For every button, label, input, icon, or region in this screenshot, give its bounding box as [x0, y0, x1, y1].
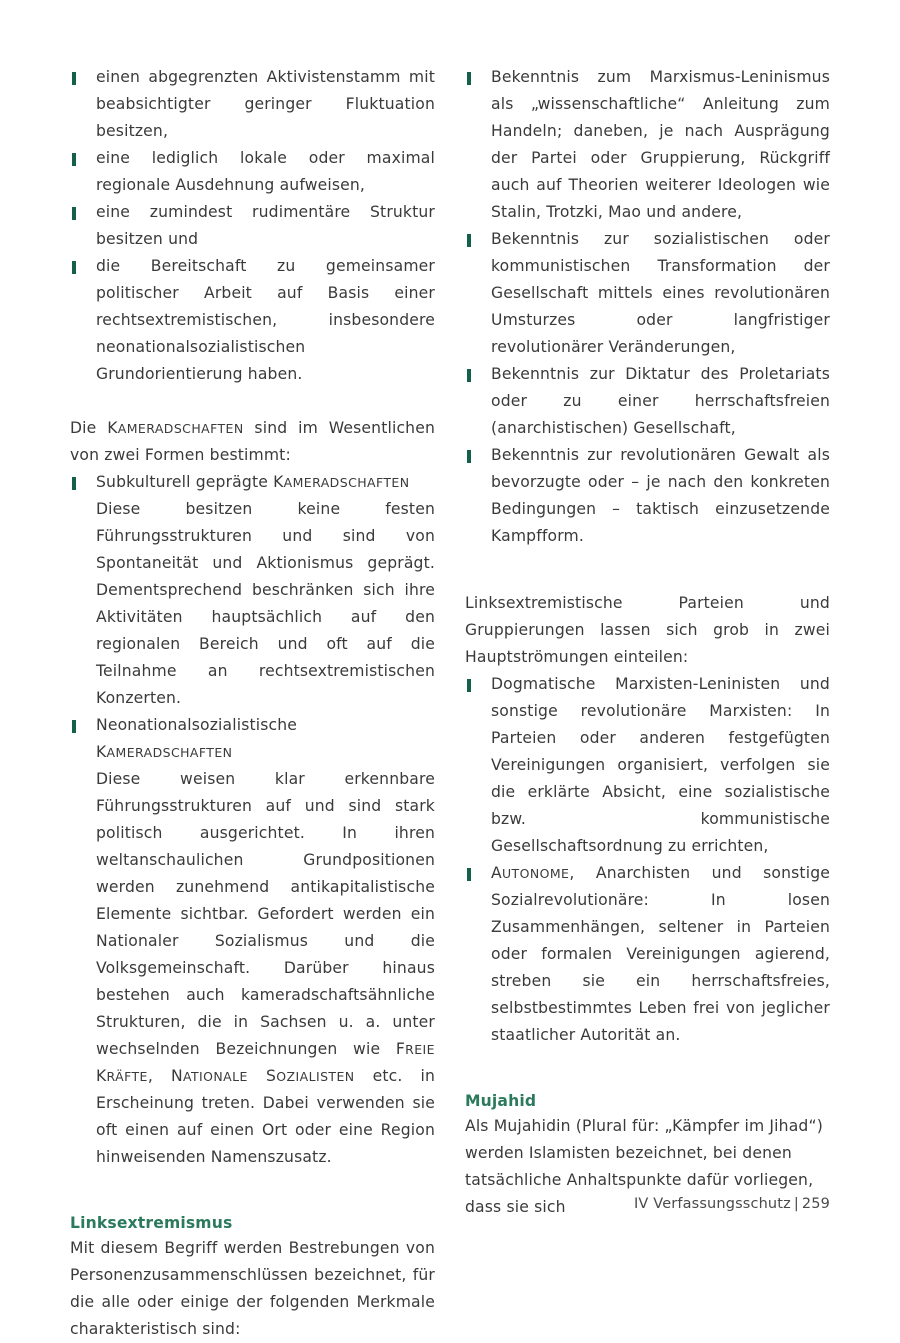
smallcaps-nationale-sozialisten: NATIONALE SOZIALISTEN — [171, 1067, 355, 1085]
heading-linksextremismus: Linksextremismus — [70, 1214, 233, 1232]
list-item — [465, 64, 830, 226]
bullet-bar-icon — [467, 369, 471, 382]
bullet-bar-icon — [72, 72, 76, 85]
list-item — [465, 361, 830, 442]
form-title — [96, 469, 435, 496]
footer-separator: | — [793, 1196, 799, 1212]
smallcaps-kameradschaften: KAMERADSCHAFTEN — [107, 419, 244, 437]
bullet-bar-icon — [72, 720, 76, 733]
stream-text: , Anarchisten und sonstige Sozialrevolutionäre: In losen Zusammenhängen, seltener in Parteien oder formalen Vereinigungen agierend, streben sie ein herrschaftsfreies, selbstbestimmtes Leben frei von jeglicher staatlicher Autorität an. — [491, 864, 830, 1044]
list-item — [70, 469, 435, 712]
text-part-1: Bekenntnis zum Marxismus-Leninismus als — [491, 68, 830, 113]
right-bullet-list-stroemungen — [465, 671, 830, 1049]
list-item — [465, 860, 830, 1049]
list-item-text: Bekenntnis zur Diktatur des Proletariats oder zu einer herrschaftsfreien (anarchistischen) Gesellschaft, — [491, 365, 830, 437]
smallcaps-autonome: AUTONOME — [491, 864, 570, 882]
page-footer — [70, 1196, 830, 1212]
right-column — [465, 64, 830, 1221]
bullet-bar-icon — [72, 261, 76, 274]
mujahid-text-part-2: ) werden Islamisten bezeichnet, bei denen tatsächliche Anhaltspunkte dafür vorliegen, dass sie sich — [465, 1117, 823, 1216]
list-item — [465, 671, 830, 860]
bullet-bar-icon — [72, 207, 76, 220]
left-bullet-list-forms — [70, 469, 435, 1171]
list-item-text: Bekenntnis zur sozialistischen oder kommunistischen Transformation der Gesellschaft mittels eines revolutionären Umsturzes oder langfristiger revolutionärer Veränderungen, — [491, 230, 830, 356]
bullet-bar-icon — [72, 153, 76, 166]
footer-chapter-label: IV Verfassungsschutz — [634, 1196, 791, 1212]
smallcaps-kameradschaften: KAMERADSCHAFTEN — [273, 473, 410, 491]
bullet-bar-icon — [72, 477, 76, 490]
bullet-bar-icon — [467, 450, 471, 463]
text-part-2: Anleitung zum Handeln; daneben, je nach Ausprägung der Partei oder Gruppierung, Rückgriff auch auf Theorien weiterer Ideologen wie Stalin, Trotzki, Mao und andere, — [491, 95, 830, 221]
left-column — [70, 64, 435, 1343]
form-title — [96, 712, 435, 766]
footer-page-number: 259 — [801, 1196, 830, 1212]
list-item — [465, 226, 830, 361]
bullet-bar-icon — [467, 234, 471, 247]
heading-mujahid: Mujahid — [465, 1092, 537, 1110]
kameradschaften-intro-paragraph — [70, 415, 435, 469]
smallcaps-kameradschaften: KAMERADSCHAFTEN — [96, 743, 233, 761]
form-body-part2: etc. in Erscheinung treten. Dabei verwenden sie oft einen auf einen Ort oder eine Region hinweisenden Namenszusatz. — [96, 1067, 435, 1166]
list-item — [70, 712, 435, 1171]
list-item — [70, 199, 435, 253]
list-item-text: einen abgegrenzten Aktivistenstamm mit beabsichtigter geringer Fluktuation besitzen, — [96, 68, 435, 140]
list-item — [70, 253, 435, 388]
list-item — [465, 442, 830, 550]
bullet-bar-icon — [467, 679, 471, 692]
list-item-text: die Bereitschaft zu gemeinsamer politischer Arbeit auf Basis einer rechtsextremistischen, insbesondere neonationalsozialistischen Grundorientierung haben. — [96, 257, 435, 383]
intro-text-before: Die — [70, 419, 108, 437]
list-item-text: eine lediglich lokale oder maximal regionale Ausdehnung aufweisen, — [96, 149, 435, 194]
spacer — [70, 388, 435, 415]
list-item-text: Bekenntnis zur revolutionären Gewalt als bevorzugte oder – je nach den konkreten Bedingungen – taktisch einzusetzende Kampfform. — [491, 446, 830, 545]
form-title-before: Subkulturell geprägte — [96, 473, 274, 491]
form-body: Diese besitzen keine festen Führungsstrukturen und sind von Spontaneität und Aktionismus geprägt. Dementsprechend beschränken sich ihre Aktivitäten hauptsächlich auf den regionalen Bereich und oft auf die Teilnahme an rechtsextremistischen Konzerten. — [96, 500, 435, 707]
intro-text-after: sind im Wesentlichen von zwei Formen bestimmt: — [70, 419, 435, 464]
list-item — [70, 64, 435, 145]
form-title-before: Neonationalsozialistische — [96, 716, 298, 734]
smallcaps-freie-kraefte: FREIE KRÄFTE — [96, 1040, 435, 1085]
bullet-bar-icon — [467, 868, 471, 881]
list-item-text: Dogmatische Marxisten-Leninisten und sonstige revolutionäre Marxisten: In Parteien oder anderen festgefügten Vereinigungen organisiert, verfolgen sie die erklärte Absicht, eine sozialistische bzw. kommunistische Gesellschaftsordnung zu errichten, — [491, 675, 830, 855]
list-item-text — [491, 64, 830, 226]
bullet-bar-icon — [467, 72, 471, 85]
quoted-term: „Kämpfer im Jihad“ — [664, 1117, 817, 1135]
right-bullet-list-merkmale — [465, 64, 830, 550]
list-item-text: eine zumindest rudimentäre Struktur besitzen und — [96, 203, 435, 248]
linksextremismus-paragraph: Mit diesem Begriff werden Bestrebungen von Personenzusammenschlüssen bezeichnet, für die alle oder einige der folgenden Merkmale charakteristisch sind: — [70, 1239, 435, 1338]
quoted-term: „wissenschaftliche“ — [530, 95, 686, 113]
hauptstroemungen-intro-paragraph: Linksextremistische Parteien und Gruppierungen lassen sich grob in zwei Hauptströmungen einteilen: — [465, 594, 830, 666]
mujahid-text-part-1: Als Mujahidin (Plural für: — [465, 1117, 665, 1135]
spacer — [465, 1049, 830, 1089]
left-bullet-list-criteria — [70, 64, 435, 388]
form-body-part1: Diese weisen klar erkennbare Führungsstrukturen auf und sind stark politisch ausgerichtet. In ihren weltanschaulichen Grundpositionen werden zunehmend antikapitalistische Elemente sichtbar. Gefordert werden ein Nationaler Sozialismus und die Volksgemeinschaft. Darüber hinaus bestehen auch kameradschaftsähnliche Strukturen, die in Sachsen u. a. unter wechselnden Bezeichnungen wie — [96, 770, 435, 1058]
form-body — [96, 766, 435, 1171]
form-body-mid: , — [147, 1067, 172, 1085]
list-item — [70, 145, 435, 199]
list-item-text — [491, 860, 830, 1049]
spacer — [465, 550, 830, 590]
